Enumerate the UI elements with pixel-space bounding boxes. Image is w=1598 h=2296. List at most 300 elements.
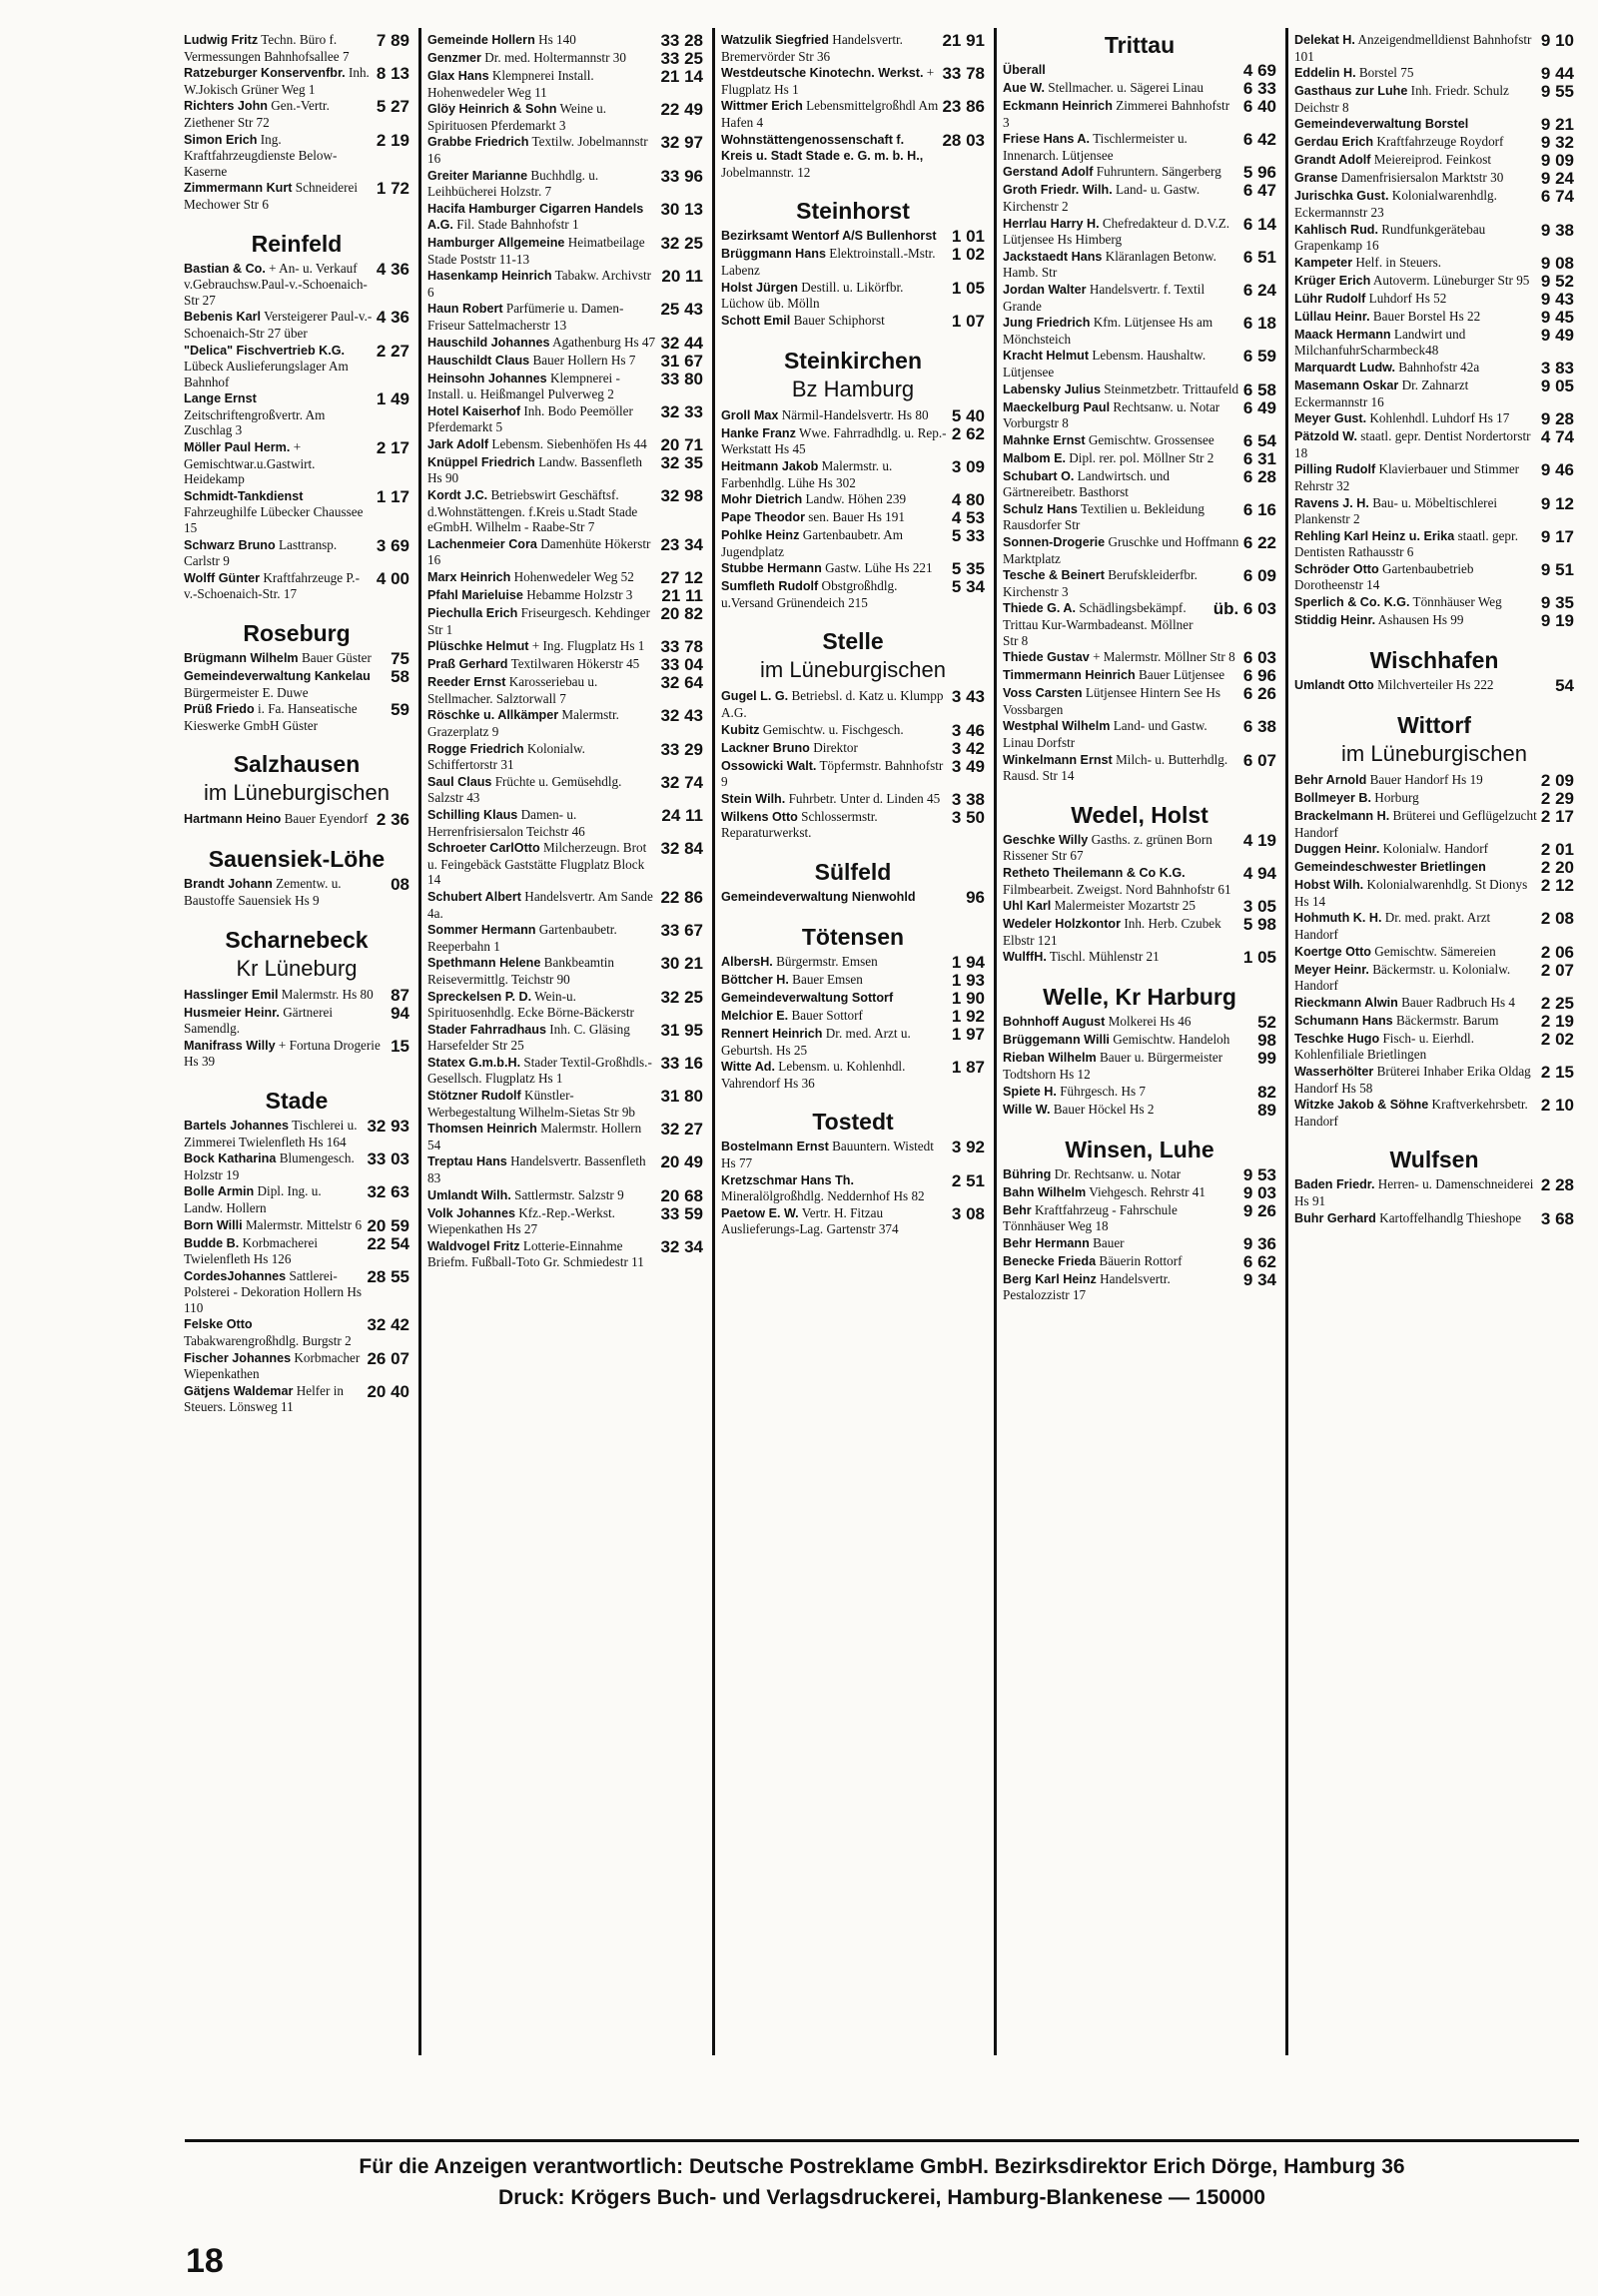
- listing-entry: [427, 587, 703, 604]
- listing-entry: [427, 436, 703, 453]
- listing-details: Viehgesch. Rehrstr 41: [1089, 1183, 1205, 1199]
- listing-details: Destill. u. Likörfbr. Lüchow üb. Mölln: [721, 279, 904, 312]
- listing-phone: 9 21: [1540, 115, 1574, 135]
- listing-name: Meyer Heinr.: [1294, 962, 1369, 977]
- listing-details: Landwirt und MilchanfuhrScharmbeck48: [1294, 326, 1466, 359]
- listing-entry: [1003, 600, 1276, 648]
- listing-phone: 9 28: [1540, 409, 1574, 429]
- listing-phone: 32 33: [660, 401, 703, 421]
- listing-details: Tabakwarengroßhdlg. Burgstr 2: [184, 1333, 352, 1349]
- listing-phone: 5 33: [951, 526, 985, 546]
- listing-entry: [427, 101, 703, 133]
- listing-name: Lüllau Heinr.: [1294, 309, 1370, 324]
- listing-entry: [1003, 718, 1276, 750]
- listing-details: sen. Bauer Hs 191: [808, 509, 905, 525]
- listing-phone: 6 16: [1242, 499, 1276, 519]
- listing-details: + Fortuna Drogerie Hs 39: [184, 1037, 381, 1070]
- listing-entry: [1003, 534, 1276, 566]
- listing-name: Gugel L. G.: [721, 689, 789, 704]
- listing-phone: 25 43: [660, 300, 703, 320]
- listing-entry: [427, 134, 703, 166]
- listing-details: Brüterei und Geflügelzucht Handorf: [1294, 808, 1537, 840]
- listing-phone: 32 34: [660, 1236, 703, 1256]
- listing-name: Umlandt Wilh.: [427, 1187, 511, 1202]
- listing-entry: [427, 353, 703, 370]
- listing-details: Land- u. Gastw. Kirchenstr 2: [1003, 182, 1200, 214]
- listing-name: Praß Gerhard: [427, 657, 508, 672]
- listing-details: Lasttransp. Carlstr 9: [184, 536, 338, 569]
- listing-phone: 21 14: [660, 67, 703, 86]
- listing-phone: 2 19: [376, 130, 409, 150]
- listing-name: Hartmann Heino: [184, 812, 282, 827]
- listing-phone: 3 83: [1540, 358, 1574, 378]
- listing-name: Rieban Wilhelm: [1003, 1051, 1097, 1066]
- listing-phone: 3 69: [376, 535, 409, 555]
- listing-phone: 32 27: [660, 1120, 703, 1140]
- listing-entry: [721, 1139, 985, 1170]
- listing-details: Tischlerei u. Zimmerei Twielenfleth Hs 164: [184, 1117, 358, 1149]
- listing-name: Böttcher H.: [721, 973, 789, 988]
- listing-details: Bau- u. Möbeltischlerei Plankenstr 2: [1294, 494, 1498, 527]
- town-subheading: im Lüneburgischen: [760, 657, 946, 683]
- listing-entry: [1294, 561, 1574, 593]
- listing-name: Westdeutsche Kinotechn. Werkst.: [721, 66, 924, 81]
- listing-phone: 20 68: [660, 1185, 703, 1205]
- listing-details: + Malermstr. Möllner Str 8: [1093, 649, 1235, 665]
- listing-phone: 2 12: [1540, 876, 1574, 896]
- listing-entry: [1003, 949, 1276, 966]
- town-heading: Wulfsen: [1389, 1147, 1479, 1173]
- listing-name: Hasenkamp Heinrich: [427, 269, 552, 284]
- listing-phone: 1 92: [951, 1007, 985, 1027]
- listing-entry: [721, 228, 985, 245]
- listing-entry: [184, 876, 409, 908]
- listing-phone: 7 89: [376, 31, 409, 50]
- listing-name: Schumann Hans: [1294, 1013, 1393, 1028]
- listing-name: Gemeindeverwaltung Sottorf: [721, 991, 894, 1006]
- listing-entry: [184, 537, 409, 569]
- listing-entry: [184, 1350, 409, 1382]
- listing-phone: 32 64: [660, 673, 703, 693]
- listing-details: Bürgermeister E. Duwe: [184, 684, 309, 700]
- listing-details: Lebensmittelgroßhdl Am Hafen 4: [721, 98, 939, 130]
- listing-name: Geschke Willy: [1003, 832, 1089, 847]
- listing-details: Lütjensee Hintern See Hs Vossbargen: [1003, 685, 1220, 717]
- listing-entry: [721, 458, 985, 490]
- listing-entry: [721, 407, 985, 424]
- listing-details: Fuhruntern. Sängerberg: [1096, 164, 1221, 180]
- listing-details: Land- und Gastw. Linau Dorfstr: [1003, 718, 1207, 750]
- listing-phone: 99: [1257, 1049, 1276, 1069]
- listing-details: Klempnerei Install. Hohenwedeler Weg 11: [427, 68, 594, 100]
- listing-entry: [721, 560, 985, 577]
- listing-details: Meiereiprod. Feinkost: [1373, 152, 1491, 168]
- listing-phone: 8 13: [376, 64, 409, 84]
- listing-entry: [1003, 399, 1276, 431]
- listing-details: Hebamme Holzstr 3: [526, 587, 633, 603]
- listing-name: Paetow E. W.: [721, 1205, 799, 1220]
- listing-name: Saul Claus: [427, 774, 492, 789]
- listing-entry: [427, 1055, 703, 1087]
- listing-phone: 3 08: [951, 1203, 985, 1223]
- listing-details: Dr. med. Holtermannstr 30: [484, 50, 626, 65]
- listing-entry: [721, 527, 985, 559]
- listing-details: Borstel 75: [1358, 65, 1414, 81]
- listing-phone: 3 09: [951, 456, 985, 476]
- listing-name: Schröder Otto: [1294, 561, 1379, 576]
- listing-details: Früchte u. Gemüsehdlg. Salzstr 43: [427, 773, 622, 806]
- listing-entry: [721, 280, 985, 312]
- listing-phone: 6 07: [1242, 750, 1276, 770]
- listing-name: Pätzold W.: [1294, 429, 1357, 444]
- listing-name: Budde B.: [184, 1235, 240, 1250]
- listing-name: Groll Max: [721, 407, 779, 422]
- listing-entry: [1003, 1102, 1276, 1119]
- listing-name: Bastian & Co.: [184, 261, 266, 276]
- listing-phone: 2 20: [1540, 858, 1574, 878]
- listing-name: Timmermann Heinrich: [1003, 668, 1136, 683]
- listing-entry: [1294, 273, 1574, 290]
- listing-name: Wilkens Otto: [721, 809, 798, 824]
- listing-name: Kampeter: [1294, 255, 1353, 270]
- listing-entry: [721, 313, 985, 330]
- column-divider: [418, 28, 421, 2055]
- listing-entry: [1003, 216, 1276, 248]
- listing-details: + Flugplatz Hs 1: [721, 65, 935, 97]
- listing-entry: [1294, 677, 1574, 694]
- listing-name: Lackner Bruno: [721, 740, 810, 755]
- listing-entry: [1294, 188, 1574, 220]
- column-5: [1288, 28, 1580, 2055]
- listing-entry: [184, 98, 409, 130]
- listing-entry: [1294, 944, 1574, 961]
- listing-entry: [427, 403, 703, 435]
- listing-entry: [1003, 1084, 1276, 1101]
- listing-name: Bebenis Karl: [184, 310, 261, 325]
- listing-entry: [427, 1205, 703, 1237]
- listing-entry: [1003, 898, 1276, 915]
- listing-name: Überall: [1003, 63, 1046, 77]
- town-heading: Steinhorst: [796, 198, 910, 225]
- listing-details: Gartenbaubetr. Reeperbahn 1: [427, 922, 617, 954]
- listing-phone: 33 04: [660, 655, 703, 675]
- listing-phone: 9 53: [1242, 1164, 1276, 1184]
- listing-name: Brandt Johann: [184, 877, 273, 892]
- listing-entry: [1003, 1166, 1276, 1183]
- listing-entry: [1294, 152, 1574, 169]
- column-divider: [1285, 28, 1288, 2055]
- listing-name: Treptau Hans: [427, 1154, 507, 1169]
- listing-entry: [721, 809, 985, 841]
- listing-name: Felske Otto: [184, 1317, 253, 1332]
- listing-name: Stötzner Rudolf: [427, 1089, 521, 1104]
- listing-details: Steinmetzbetr. Trittaufeld: [1104, 381, 1239, 396]
- listing-entry: [721, 1059, 985, 1091]
- listing-details: Landw. Höhen 239: [805, 491, 907, 507]
- listing-details: Bauer Emsen: [792, 972, 863, 988]
- column-2: [421, 28, 709, 2055]
- listing-name: Behr Arnold: [1294, 773, 1367, 788]
- listing-entry: [427, 268, 703, 300]
- listing-phone: 28 55: [367, 1266, 409, 1286]
- listing-phone: 1 02: [951, 245, 985, 265]
- listing-entry: [1294, 790, 1574, 807]
- listing-phone: 2 09: [1540, 771, 1574, 791]
- listing-entry: [1003, 131, 1276, 163]
- listing-entry: [721, 425, 985, 457]
- listing-details: Stader Textil-Großhdls.-Gesellsch. Flugplatz Hs 1: [427, 1054, 652, 1087]
- listing-phone: 6 40: [1242, 97, 1276, 116]
- listing-phone: 9 44: [1540, 64, 1574, 84]
- listing-phone: 9 45: [1540, 307, 1574, 327]
- town-heading: Tostedt: [812, 1109, 894, 1136]
- listing-name: Stubbe Hermann: [721, 561, 822, 576]
- page-number: 18: [186, 2242, 224, 2280]
- listing-phone: 2 28: [1540, 1175, 1574, 1195]
- listing-phone: 9 36: [1242, 1233, 1276, 1253]
- listing-details: Bauer Schiphorst: [793, 312, 885, 328]
- listing-phone: 2 10: [1540, 1096, 1574, 1116]
- listing-name: Schmidt-Tankdienst: [184, 488, 304, 503]
- listing-entry: [1294, 255, 1574, 272]
- listing-name: Gätjens Waldemar: [184, 1383, 294, 1398]
- listing-name: Ratzeburger Konservenfbr.: [184, 66, 346, 81]
- listing-phone: 1 05: [1242, 948, 1276, 968]
- listing-entry: [1003, 667, 1276, 684]
- listing-details: Jobelmannstr. 12: [721, 164, 811, 180]
- listing-phone: 32 42: [367, 1315, 409, 1335]
- listing-entry: [1003, 685, 1276, 717]
- listing-phone: 2 02: [1540, 1029, 1574, 1049]
- listing-phone: 24 11: [661, 805, 703, 825]
- listing-phone: 6 18: [1242, 314, 1276, 334]
- listing-phone: 9 43: [1540, 289, 1574, 309]
- listing-entry: [1003, 1014, 1276, 1031]
- listing-details: Kolonialw. Schiffertorstr 31: [427, 740, 585, 773]
- listing-details: Vertr. H. Fitzau Auslieferungs-Lag. Gartenstr 374: [721, 1204, 899, 1237]
- listing-phone: 82: [1257, 1082, 1276, 1102]
- listing-entry: [427, 1088, 703, 1120]
- listing-phone: 31 95: [660, 1020, 703, 1040]
- listing-details: Bankbeamtin Reisevermittlg. Teichstr 90: [427, 955, 614, 987]
- listing-details: Agathenburg Hs 47: [552, 334, 656, 350]
- listing-details: Kolonialw. Handorf: [1382, 841, 1489, 857]
- listing-phone: 28 03: [942, 130, 985, 150]
- listing-entry: [1003, 752, 1276, 784]
- listing-phone: 6 49: [1242, 397, 1276, 417]
- listing-phone: 26 07: [367, 1348, 409, 1368]
- listing-entry: [1003, 1050, 1276, 1082]
- listing-name: Glax Hans: [427, 69, 489, 83]
- listing-phone: 6 31: [1242, 448, 1276, 468]
- listing-name: Manifrass Willy: [184, 1038, 276, 1053]
- listing-phone: 9 09: [1540, 151, 1574, 171]
- listing-name: AlbersH.: [721, 955, 773, 970]
- listing-phone: 33 28: [660, 31, 703, 50]
- column-divider: [994, 28, 997, 2055]
- listing-entry: [427, 656, 703, 673]
- listing-phone: 6 24: [1242, 280, 1276, 300]
- listing-name: Thiede G. A.: [1003, 601, 1077, 616]
- listing-phone: 59: [391, 700, 409, 720]
- listing-entry: [721, 1008, 985, 1025]
- listing-details: Stellmacher. u. Sägerei Linau: [1048, 80, 1203, 95]
- listing-entry: [1294, 877, 1574, 909]
- listing-entry: [1003, 450, 1276, 467]
- listing-details: Tischl. Mühlenstr 21: [1049, 949, 1160, 965]
- listing-details: Bauer Eyendorf: [284, 811, 369, 827]
- listing-name: Gasthaus zur Luhe: [1294, 84, 1408, 99]
- listing-details: Bauer Handorf Hs 19: [1369, 772, 1483, 788]
- listing-details: Bauer Borstel Hs 22: [1372, 308, 1481, 324]
- listing-entry: [1294, 222, 1574, 254]
- listing-phone: 4 00: [376, 568, 409, 588]
- listing-name: Spreckelsen P. D.: [427, 989, 532, 1004]
- listing-name: Jurischka Gust.: [1294, 189, 1389, 204]
- listing-entry: [1003, 1271, 1276, 1303]
- listing-name: Grabbe Friedrich: [427, 135, 529, 150]
- listing-entry: [721, 491, 985, 508]
- listing-details: Gemischtw. u. Fischgesch.: [762, 721, 904, 737]
- listing-name: Lachenmeier Cora: [427, 536, 537, 551]
- listing-name: Malbom E.: [1003, 450, 1066, 465]
- listing-entry: [721, 972, 985, 989]
- listing-name: Bühring: [1003, 1166, 1052, 1181]
- listing-details: Ing. Kraftfahrzeugdienste Below-Kaserne: [184, 131, 338, 179]
- listing-name: Gerstand Adolf: [1003, 165, 1094, 180]
- listing-details: Bäckermstr. u. Kolonialw. Handorf: [1294, 961, 1511, 994]
- listing-entry: [427, 889, 703, 921]
- listing-entry: [427, 68, 703, 100]
- listing-name: Voss Carsten: [1003, 686, 1083, 701]
- listing-phone: 3 68: [1540, 1208, 1574, 1228]
- listing-name: Kubitz: [721, 722, 760, 737]
- listing-name: Eddelin H.: [1294, 66, 1356, 81]
- listing-entry: [1294, 962, 1574, 994]
- listing-entry: [1294, 327, 1574, 359]
- listing-details: Gemischtw. Sämereien: [1374, 943, 1496, 959]
- listing-name: Heinsohn Johannes: [427, 371, 547, 385]
- listing-details: Malermstr. Mittelstr 6: [245, 1216, 363, 1232]
- listing-name: Bezirksamt Wentorf A/S Bullenhorst: [721, 229, 937, 244]
- listing-name: Brügmann Wilhelm: [184, 651, 299, 665]
- town-subheading: im Lüneburgischen: [1341, 741, 1527, 767]
- listing-name: Wasserhölter: [1294, 1065, 1374, 1079]
- listing-name: Pohlke Heinz: [721, 528, 800, 543]
- listing-phone: 23 86: [942, 97, 985, 117]
- listing-name: Duggen Heinr.: [1294, 842, 1380, 857]
- listing-entry: [721, 65, 985, 97]
- listing-details: Malermstr. Hs 80: [281, 986, 374, 1002]
- listing-entry: [184, 987, 409, 1004]
- listing-name: Jark Adolf: [427, 436, 489, 451]
- listing-phone: 33 80: [660, 369, 703, 388]
- listing-name: Plüschke Helmut: [427, 639, 529, 654]
- listing-name: Reeder Ernst: [427, 675, 506, 690]
- listing-phone: 3 42: [951, 738, 985, 758]
- listing-details: Bürgermstr. Emsen: [776, 954, 878, 970]
- listing-phone: 6 03: [1242, 648, 1276, 668]
- listing-name: Friese Hans A.: [1003, 132, 1091, 147]
- listing-phone: 1 49: [376, 389, 409, 409]
- listing-name: WulffH.: [1003, 950, 1047, 965]
- listing-details: staatl. gepr. Dentisten Rathausstr 6: [1294, 527, 1518, 560]
- listing-name: Masemann Oskar: [1294, 378, 1399, 392]
- listing-details: Gärtnerei Samendlg.: [184, 1004, 333, 1037]
- listing-phone: 32 35: [660, 452, 703, 472]
- listing-details: Weine u. Spirituosen Pferdemarkt 3: [427, 101, 607, 133]
- listing-phone: 54: [1555, 676, 1574, 696]
- listing-phone: 6 09: [1242, 566, 1276, 586]
- listing-phone: 6 51: [1242, 247, 1276, 267]
- listing-details: Textilwaren Hökerstr 45: [510, 656, 640, 672]
- listing-entry: [184, 1183, 409, 1215]
- listing-phone: 6 26: [1242, 684, 1276, 704]
- listing-name: Sonnen-Drogerie: [1003, 535, 1106, 550]
- listing-name: Prüß Friedo: [184, 702, 255, 717]
- listing-name: Pfahl Marieluise: [427, 588, 523, 603]
- listing-phone: 5 35: [951, 559, 985, 579]
- listing-entry: [1294, 1097, 1574, 1129]
- listing-entry: [427, 741, 703, 773]
- listing-phone: 9 34: [1242, 1269, 1276, 1289]
- listing-details: Milch- u. Butterhdlg. Rausd. Str 14: [1003, 751, 1228, 784]
- listing-details: Fil. Stade Bahnhofstr 1: [456, 217, 579, 233]
- listing-phone: 32 25: [660, 987, 703, 1007]
- town-heading: Winsen, Luhe: [1065, 1136, 1214, 1162]
- listing-phone: 9 24: [1540, 169, 1574, 189]
- listing-entry: [1003, 315, 1276, 347]
- listing-phone: 58: [391, 667, 409, 686]
- listing-phone: 6 33: [1242, 79, 1276, 98]
- listing-entry: [721, 722, 985, 739]
- listing-phone: 87: [391, 985, 409, 1005]
- listing-name: Teschke Hugo: [1294, 1031, 1380, 1046]
- town-subheading: Bz Hamburg: [791, 376, 915, 401]
- listing-phone: 6 38: [1242, 717, 1276, 737]
- listing-entry: [1003, 182, 1276, 214]
- column-1: [178, 28, 415, 2055]
- listing-phone: 5 34: [951, 577, 985, 597]
- listing-details: Textilw. Jobelmannstr 16: [427, 134, 648, 166]
- listing-name: Piechulla Erich: [427, 606, 518, 621]
- listing-entry: [184, 439, 409, 487]
- listing-name: Marx Heinrich: [427, 570, 511, 585]
- listing-entry: [184, 701, 409, 733]
- listing-name: Aue W.: [1003, 81, 1045, 95]
- listing-name: Spiete H.: [1003, 1084, 1057, 1099]
- listing-details: Kraftverkehrsbetr. Handorf: [1294, 1097, 1528, 1129]
- listing-details: Kraftfahrzeug - Fahrschule Tönnhäuser Weg 18: [1003, 1201, 1178, 1234]
- listing-entry: [721, 889, 985, 906]
- listing-name: Stader Fahrradhaus: [427, 1022, 546, 1037]
- listing-phone: 32 25: [660, 233, 703, 253]
- listing-entry: [1294, 378, 1574, 409]
- listing-phone: 22 86: [660, 887, 703, 907]
- listing-phone: 4 36: [376, 308, 409, 328]
- listing-name: Brüggemann Willi: [1003, 1033, 1110, 1048]
- listing-phone: 27 12: [660, 568, 703, 588]
- listing-details: Lübeck Auslieferungslager Am Bahnhof: [184, 359, 349, 389]
- listing-name: Umlandt Otto: [1294, 678, 1374, 693]
- listing-name: Ludwig Fritz: [184, 33, 259, 47]
- listing-details: Tönnhäuser Weg: [1412, 594, 1502, 610]
- listing-details: Inh. Friedr. Schulz Deichstr 8: [1294, 83, 1509, 115]
- listing-name: Krüger Erich: [1294, 273, 1371, 288]
- listing-details: Landwirtsch. und Gärtnereibetr. Basthorst: [1003, 467, 1170, 500]
- listing-phone: 2 27: [376, 341, 409, 361]
- listing-details: Dipl. Ing. u. Landw. Hollern: [184, 1183, 322, 1215]
